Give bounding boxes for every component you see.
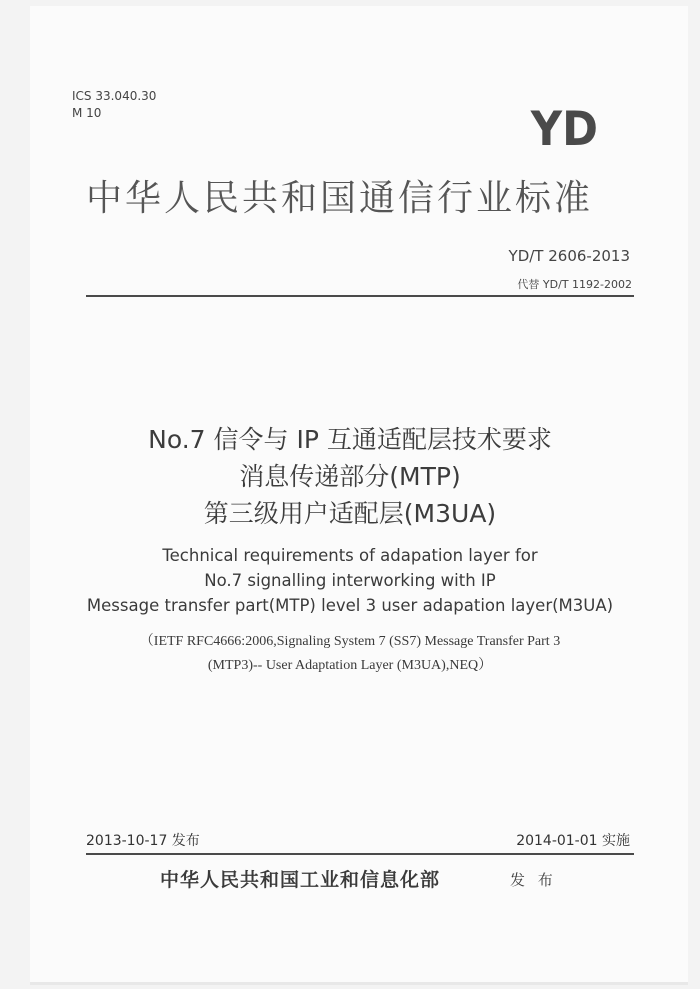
standard-number: YD/T 2606-2013 [508, 247, 630, 265]
title-en-line-1: Technical requirements of adapation layer for [162, 546, 538, 565]
equivalence-line-2: (MTP3)-- User Adaptation Layer (M3UA),NEQ） [207, 658, 493, 673]
issue-date: 2013-10-17 发布 [86, 833, 200, 849]
national-standard-title: 中华人民共和国通信行业标准 [86, 178, 594, 219]
implementation-date: 2014-01-01 实施 [516, 833, 630, 849]
title-cn-line-2: 消息传递部分(MTP) [239, 462, 461, 491]
issuing-ministry: 中华人民共和国工业和信息化部 [160, 869, 441, 891]
replaces-standard: 代替 YD/T 1192-2002 [517, 278, 632, 291]
yd-logo: YD [530, 102, 598, 157]
ics-code: ICS 33.040.30 [72, 89, 157, 103]
publish-label: 发 布 [510, 871, 557, 889]
equivalence-line-1: （IETF RFC4666:2006,Signaling System 7 (SS7) Message Transfer Part 3 [139, 634, 561, 649]
header-divider [86, 295, 634, 297]
page-edge [30, 982, 688, 985]
category-code: M 10 [72, 106, 102, 120]
title-cn-line-1: No.7 信令与 IP 互通适配层技术要求 [148, 425, 552, 454]
footer-divider [86, 853, 634, 855]
title-en-line-3: Message transfer part(MTP) level 3 user adapation layer(M3UA) [86, 596, 614, 615]
classification-codes [72, 88, 156, 122]
title-cn-line-3: 第三级用户适配层(M3UA) [203, 499, 497, 528]
title-en-line-2: No.7 signalling interworking with IP [204, 571, 496, 590]
